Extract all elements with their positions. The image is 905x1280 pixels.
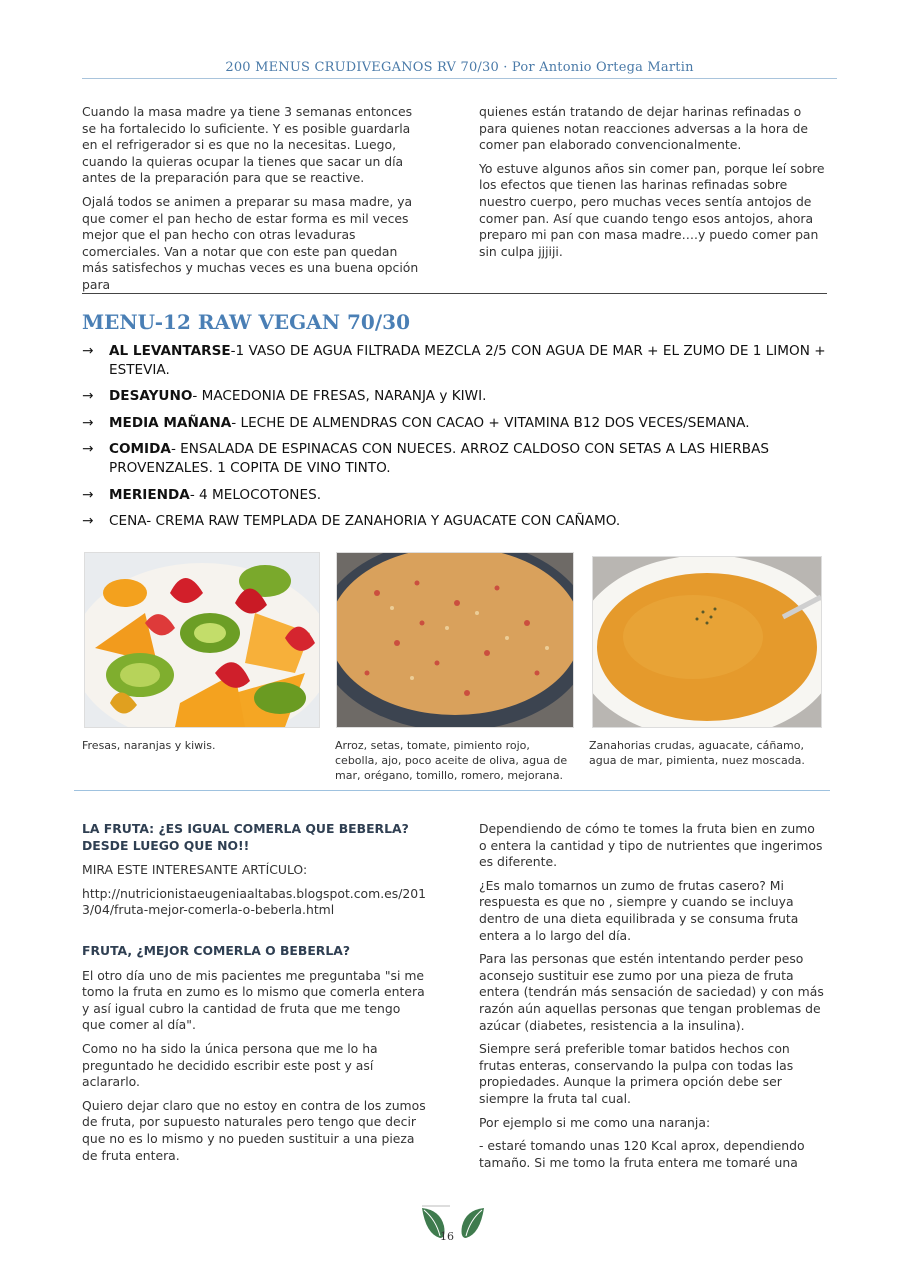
menu-item-label: DESAYUNO	[109, 388, 193, 405]
fruit-salad-photo	[84, 552, 320, 728]
article-paragraph: - estaré tomando unas 120 Kcal aprox, dependiendo tamaño. Si me tomo la fruta entera me tomaré una	[479, 1138, 805, 1170]
arrow-right-icon: →	[82, 513, 94, 530]
menu-title: MENU-12 RAW VEGAN 70/30	[82, 310, 410, 334]
menu-item-cena	[82, 512, 832, 531]
article-left-column	[82, 821, 427, 1171]
article-link[interactable]: http://nutricionistaeugeniaaltabas.blogspot.com.es/2013/04/fruta-mejor-comerla-o-beberla.html	[82, 885, 427, 918]
article-paragraph: El otro día uno de mis pacientes me preguntaba "si me tomo la fruta en zumo es lo mismo que comerla entera y así igual cubro la cantidad de fruta que me tengo que comer al día".	[82, 967, 425, 1033]
menu-item-label: COMIDA	[109, 441, 171, 458]
arrow-right-icon: →	[82, 414, 94, 431]
article-heading: FRUTA, ¿MEJOR COMERLA O BEBERLA?	[82, 942, 351, 958]
section-divider	[74, 790, 830, 791]
paella-photo	[336, 552, 574, 728]
menu-item-media-manana	[82, 414, 832, 433]
article-paragraph: Para las personas que estén intentando perder peso aconsejo sustituir ese zumo por una pieza de fruta entera (tendrán más sensación de saciedad) y con más razón aún aquellas personas que tengan problemas de azúcar (diabetes, resistencia a la insulina).	[479, 951, 824, 1033]
article-paragraph: MIRA ESTE INTERESANTE ARTÍCULO:	[82, 862, 308, 878]
photo-caption: Arroz, setas, tomate, pimiento rojo, cebolla, ajo, poco aceite de oliva, agua de mar, orégano, tomillo, romero, mejorana.	[335, 739, 568, 782]
section-divider	[82, 293, 827, 294]
arrow-right-icon: →	[82, 486, 94, 503]
menu-item-desayuno	[82, 387, 832, 406]
arrow-right-icon: →	[82, 388, 94, 405]
page-number: 16	[440, 1230, 454, 1243]
intro-left-column	[82, 104, 427, 301]
article-paragraph: Dependiendo de cómo te tomes la fruta bien en zumo o entera la cantidad y tipo de nutrientes que ingerimos es diferente.	[479, 821, 823, 870]
arrow-right-icon: →	[82, 343, 94, 359]
menu-item-text: - 4 MELOCOTONES.	[189, 486, 322, 503]
intro-paragraph: Ojalá todos se animen a preparar su masa madre, ya que comer el pan hecho de estar forma es mil veces mejor que el pan hecho con otras levaduras comerciales. Van a notar que con este pan quedan más satisfechos y muchas veces es una buena opción para	[82, 193, 419, 292]
article-paragraph: Como no ha sido la única persona que me lo ha preguntado he decidido escribir este post y así aclararlo.	[82, 1040, 378, 1090]
menu-item-al-levantarse	[82, 342, 832, 379]
intro-paragraph: Cuando la masa madre ya tiene 3 semanas entonces se ha fortalecido lo suficiente. Y es posible guardarla en el refrigerador si es que no la necesitas. Luego, cuando la quieras ocupar la tienes que sacar un día antes de la preparación para que se reactive.	[82, 104, 413, 186]
menu-item-merienda	[82, 486, 832, 505]
article-paragraph: ¿Es malo tomarnos un zumo de frutas casero? Mi respuesta es que no , siempre y cuando se incluya dentro de una dieta equilibrada y se consuma fruta entera a lo largo del día.	[479, 877, 799, 943]
menu-item-label: MERIENDA	[109, 486, 190, 503]
menu-item-text: - ENSALADA DE ESPINACAS CON NUECES. ARROZ CALDOSO CON SETAS A LAS HIERBAS PROVENZALES. 1 COPITA DE VINO TINTO.	[109, 441, 770, 476]
menu-item-text: - LECHE DE ALMENDRAS CON CACAO + VITAMINA B12 DOS VECES/SEMANA.	[231, 414, 750, 431]
article-heading: LA FRUTA: ¿ES IGUAL COMERLA QUE BEBERLA? DESDE LUEGO QUE NO!!	[82, 821, 409, 853]
arrow-right-icon: →	[82, 441, 94, 458]
menu-item-text: CENA- CREMA RAW TEMPLADA DE ZANAHORIA Y AGUACATE CON CAÑAMO.	[109, 513, 621, 530]
article-paragraph: Quiero dejar claro que no estoy en contra de los zumos de fruta, por supuesto naturales pero tengo que decir que no es lo mismo y no pueden sustituir a una pieza de fruta entera.	[82, 1097, 426, 1163]
intro-right-column	[479, 104, 831, 267]
photo-caption: Zanahorias crudas, aguacate, cáñamo, agua de mar, pimienta, nuez moscada.	[589, 739, 805, 767]
header-rule	[82, 78, 837, 79]
intro-paragraph: Yo estuve algunos años sin comer pan, porque leí sobre los efectos que tienen las harinas refinadas sobre nuestro cuerpo, pero muchas veces sentía antojos de comer pan. Así que cuando tengo esos antojos, ahora preparo mi pan con masa madre….y puedo comer pan sin culpa jjjiji.	[479, 160, 825, 259]
menu-list	[82, 342, 832, 539]
intro-paragraph: quienes están tratando de dejar harinas refinadas o para quienes notan reacciones adversas a la hora de comer pan elaborado convencionalmente.	[479, 104, 808, 153]
menu-item-label: MEDIA MAÑANA	[109, 414, 232, 431]
article-paragraph: Siempre será preferible tomar batidos hechos con frutas enteras, conservando la pulpa con todas las propiedades. Aunque la primera opción debe ser siempre la fruta tal cual.	[479, 1041, 794, 1106]
menu-item-text: -1 VASO DE AGUA FILTRADA MEZCLA 2/5 CON AGUA DE MAR + EL ZUMO DE 1 LIMON + ESTEVIA.	[109, 343, 826, 378]
running-header: 200 MENUS CRUDIVEGANOS RV 70/30 · Por Antonio Ortega Martin	[225, 60, 694, 75]
carrot-avocado-cream-photo	[592, 556, 822, 728]
menu-item-text: - MACEDONIA DE FRESAS, NARANJA y KIWI.	[192, 388, 487, 405]
article-right-column	[479, 821, 824, 1178]
article-paragraph: Por ejemplo si me como una naranja:	[479, 1114, 711, 1130]
photo-caption: Fresas, naranjas y kiwis.	[82, 739, 216, 752]
menu-item-comida	[82, 440, 832, 477]
menu-item-label: AL LEVANTARSE	[109, 343, 231, 359]
